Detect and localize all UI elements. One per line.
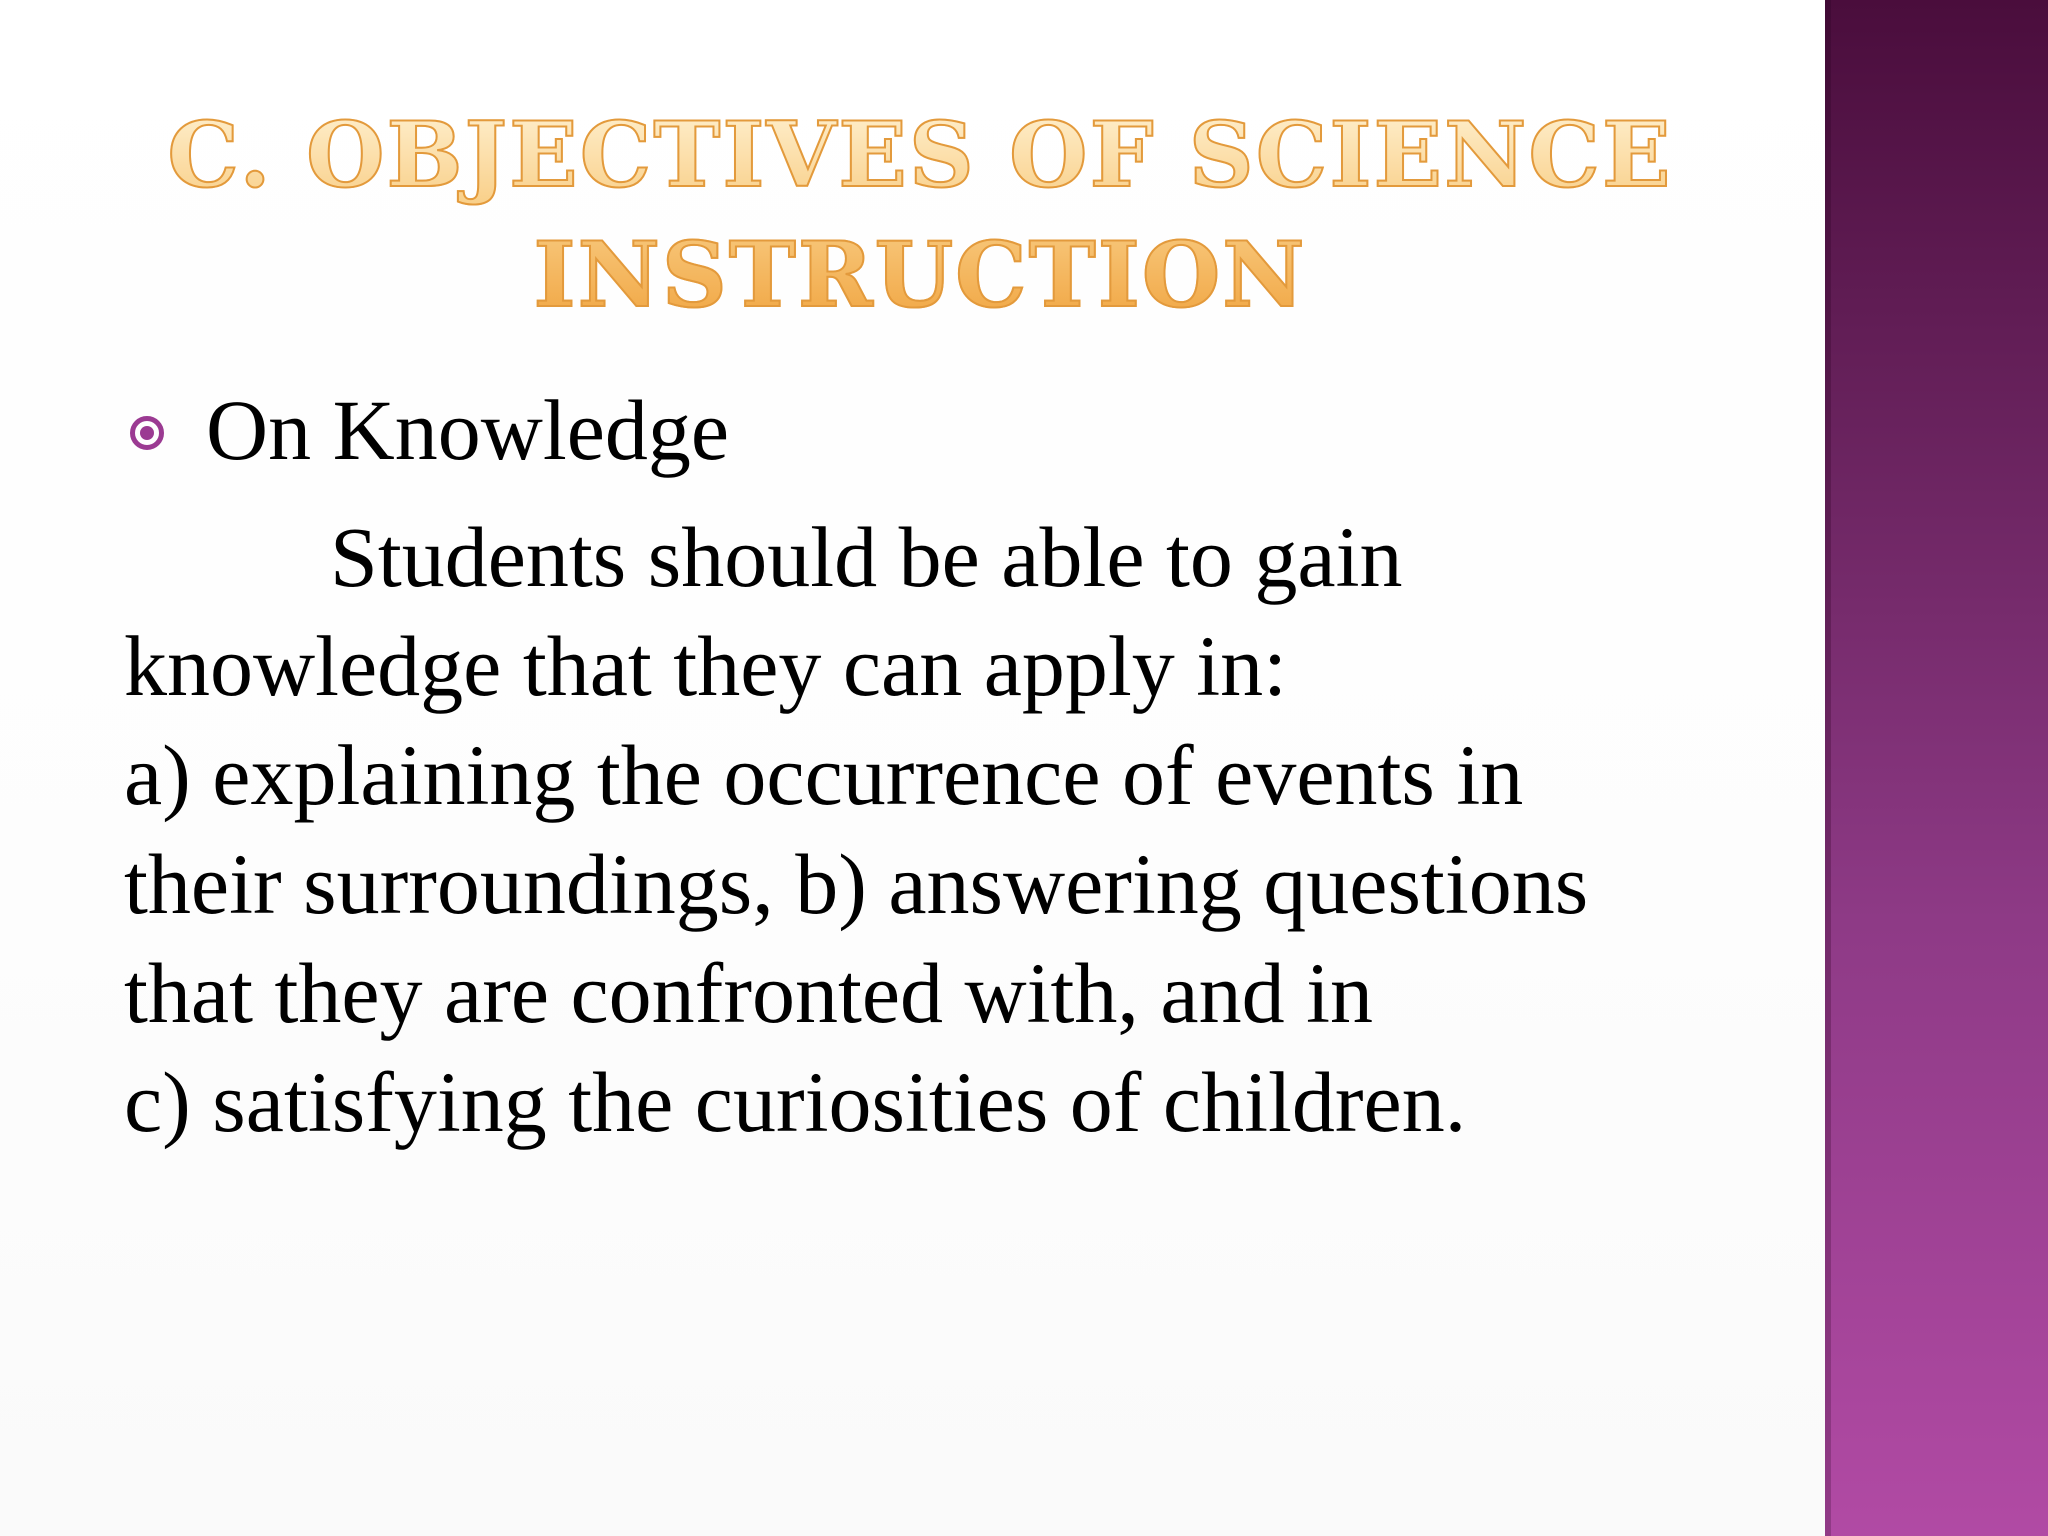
body-line: their surroundings, b) answering questions [124, 836, 1589, 932]
body-line: a) explaining the occurrence of events in [124, 727, 1524, 823]
body-line: that they are confronted with, and in [124, 945, 1373, 1041]
body-line: Students should be able to gain [330, 509, 1403, 605]
decorative-sidebar [1825, 0, 2048, 1536]
bullet-item [130, 380, 729, 480]
body-line: c) satisfying the curiosities of children. [124, 1054, 1467, 1150]
bullet-heading: On Knowledge [206, 382, 730, 478]
body-line: knowledge that they can apply in: [124, 618, 1288, 714]
circled-dot-bullet-icon [130, 416, 164, 450]
slide-title: C. OBJECTIVES OF SCIENCE INSTRUCTION [120, 95, 1720, 335]
body-paragraph [124, 503, 1764, 1157]
